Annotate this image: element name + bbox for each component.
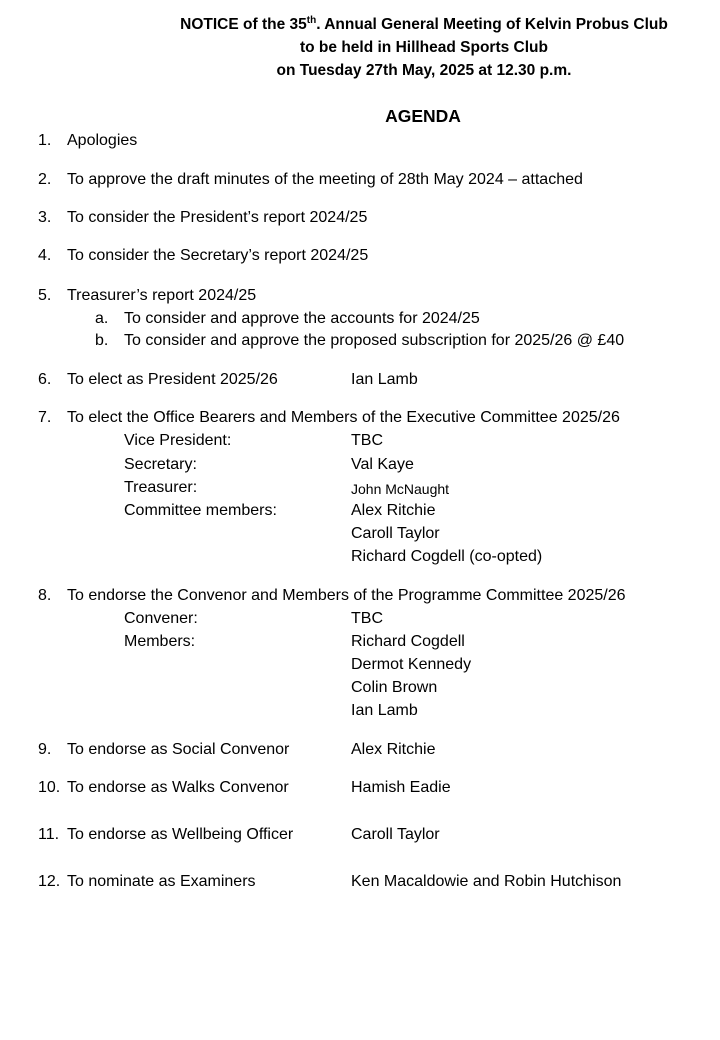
item-number: 8.	[38, 587, 52, 604]
subitem-letter: a.	[95, 310, 109, 327]
item-text: To nominate as Examiners	[67, 873, 256, 890]
notice-heading-line-2: to be held in Hillhead Sports Club	[299, 39, 548, 56]
notice-heading-line-1	[164, 15, 684, 35]
item-value: Hamish Eadie	[351, 779, 451, 796]
item-number: 12.	[38, 873, 61, 890]
notice-heading-text-a: NOTICE of the 35	[180, 16, 307, 33]
role-name: Dermot Kennedy	[351, 656, 472, 673]
item-text: To consider the President’s report 2024/25	[67, 209, 368, 226]
item-number: 9.	[38, 741, 52, 758]
subitem-letter: b.	[95, 332, 109, 349]
role-name: Colin Brown	[351, 679, 438, 696]
item-number: 3.	[38, 209, 52, 226]
item-number: 4.	[38, 247, 52, 264]
item-number: 7.	[38, 409, 52, 426]
role-label: Treasurer:	[124, 479, 198, 496]
subitem-text: To consider and approve the accounts for 2024/25	[124, 310, 480, 327]
agenda-title: AGENDA	[385, 106, 461, 126]
item-text: To endorse the Convenor and Members of the Programme Committee 2025/26	[67, 587, 626, 604]
role-name: TBC	[351, 610, 383, 627]
role-label: Members:	[124, 633, 196, 650]
notice-heading-superscript: th	[306, 14, 317, 26]
item-value: Alex Ritchie	[351, 741, 436, 758]
item-text: To endorse as Walks Convenor	[67, 779, 289, 796]
item-number: 2.	[38, 171, 52, 188]
role-name: Richard Cogdell	[351, 633, 465, 650]
item-text: To consider the Secretary’s report 2024/25	[67, 247, 369, 264]
item-text: Treasurer’s report 2024/25	[67, 287, 257, 304]
item-text: To endorse as Wellbeing Officer	[67, 826, 294, 843]
role-name: Val Kaye	[351, 456, 414, 473]
item-value: Caroll Taylor	[351, 826, 440, 843]
item-number: 6.	[38, 371, 52, 388]
role-label: Secretary:	[124, 456, 197, 473]
role-name: Caroll Taylor	[351, 525, 440, 542]
role-name: TBC	[351, 432, 383, 449]
item-number: 5.	[38, 287, 52, 304]
notice-heading-text-b: . Annual General Meeting of Kelvin Probus Club	[316, 16, 668, 33]
item-number: 10.	[38, 779, 61, 796]
item-text: To approve the draft minutes of the meeting of 28th May 2024 – attached	[67, 171, 583, 188]
role-label: Vice President:	[124, 432, 232, 449]
item-number: 1.	[38, 132, 52, 149]
item-text: To elect the Office Bearers and Members of the Executive Committee 2025/26	[67, 409, 620, 426]
notice-heading-line-3: on Tuesday 27th May, 2025 at 12.30 p.m.	[276, 62, 572, 79]
item-number: 11.	[38, 826, 60, 843]
item-value: Ken Macaldowie and Robin Hutchison	[351, 873, 622, 890]
item-value: Ian Lamb	[351, 371, 418, 388]
role-name: Richard Cogdell (co-opted)	[351, 548, 543, 565]
role-name: Alex Ritchie	[351, 502, 436, 519]
subitem-text: To consider and approve the proposed subscription for 2025/26 @ £40	[124, 332, 625, 349]
item-text: To endorse as Social Convenor	[67, 741, 290, 758]
role-label: Committee members:	[124, 502, 277, 519]
role-name: Ian Lamb	[351, 702, 418, 719]
role-name: John McNaught	[351, 481, 450, 497]
item-text: To elect as President 2025/26	[67, 371, 278, 388]
role-label: Convener:	[124, 610, 198, 627]
item-text: Apologies	[67, 132, 138, 149]
